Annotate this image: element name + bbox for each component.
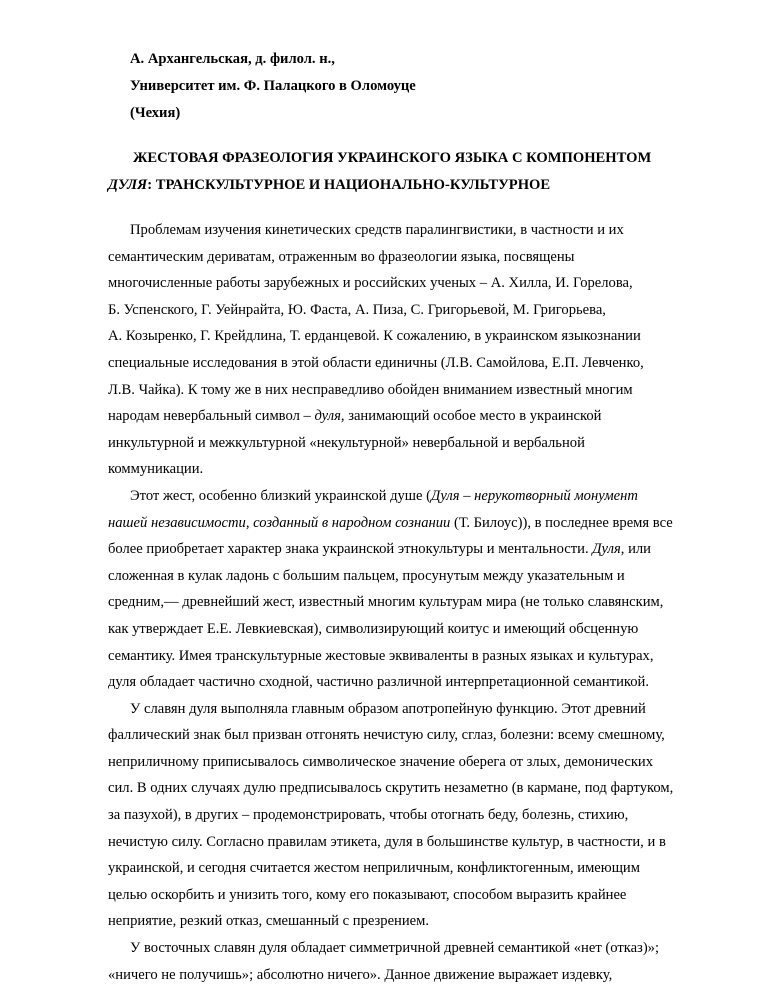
body-italic: дуля [314, 408, 341, 425]
body-line [108, 483, 696, 510]
body-text: , занимающий особое место в украинской [340, 408, 602, 425]
body-line: специальные исследования в этой области единичны (Л.В. Самойлова, Е.П. Левченко, [108, 354, 644, 371]
title-line-2 [108, 172, 688, 199]
body-line: Проблемам изучения кинетических средств паралингвистики, в частности и их [130, 222, 624, 238]
body-italic: Дуля [592, 541, 621, 558]
body-line: дуля обладает частично сходной, частично различной интерпретационной семантикой. [108, 674, 650, 691]
author-country: (Чехия) [130, 105, 181, 121]
body-line: сложенная в кулак ладонь с большим пальцем, просунутым между указательным и [108, 567, 625, 584]
body-line [108, 510, 696, 537]
body-line: сил. В одних случаях дулю предписывалось скрутить незаметно (в кармане, под фартуком, [108, 780, 674, 797]
body-line: целью оскорбить и унизить того, кому его показывают, способом выразить крайнее [108, 886, 627, 903]
title-keyword: ДУЛЯ [108, 177, 148, 193]
article-title [108, 145, 688, 199]
body-line: коммуникации. [108, 461, 204, 478]
body-text: более приобретает характер знака украинской этнокультуры и ментальности. [108, 541, 593, 558]
body-line: украинской, и сегодня считается жестом неприличным, конфликтогенным, имеющим [108, 860, 640, 877]
author-block [130, 46, 416, 127]
author-affiliation: Университет им. Ф. Палацкого в Оломоуце [130, 78, 416, 94]
body-italic: Дуля – нерукотворный монумент [431, 487, 638, 504]
body-text: народам невербальный символ – [108, 408, 315, 425]
body-line: Б. Успенского, Г. Уейнрайта, Ю. Фаста, А. Пиза, С. Григорьевой, М. Григорьева, [108, 301, 606, 318]
body-text: (Т. Билоус)), в последнее время все [450, 514, 673, 531]
body-line: У славян дуля выполняла главным образом апотропейную функцию. Этот древний [130, 700, 646, 717]
body-line: инкультурной и межкультурной «некультурной» невербальной и вербальной [108, 434, 585, 451]
title-line-1: ЖЕСТОВАЯ ФРАЗЕОЛОГИЯ УКРАИНСКОГО ЯЗЫКА С КОМПОНЕНТОМ [133, 150, 652, 166]
body-line: семантику. Имея транскультурные жестовые эквиваленты в разных языках и культурах, [108, 647, 654, 664]
body-line: Л.В. Чайка). К тому же в них несправедливо обойден вниманием известный многим [108, 381, 633, 398]
body-line: А. Козыренко, Г. Крейдлина, Т. ерданцевой. К сожалению, в украинском языкознании [108, 328, 641, 345]
body-line [108, 403, 696, 430]
author-name: А. Архангельская, д. филол. н., [130, 51, 335, 67]
body-line: нечистую силу. Согласно правилам этикета, дуля в большинстве культур, в частности, и в [108, 833, 666, 850]
title-subtitle: : ТРАНСКУЛЬТУРНОЕ И НАЦИОНАЛЬНО-КУЛЬТУРНОЕ [147, 177, 551, 193]
body-text: Этот жест, особенно близкий украинской душе ( [130, 487, 432, 504]
body-italic: нашей независимости, созданный в народном сознании [108, 514, 451, 531]
body-line: многочисленные работы зарубежных и российских ученых – А. Хилла, И. Горелова, [108, 275, 633, 292]
article-body [108, 217, 696, 988]
body-line: семантическим дериватам, отраженным во фразеологии языка, посвящены [108, 248, 575, 265]
body-text: , или [620, 541, 651, 558]
body-line: «ничего не получишь»; абсолютно ничего». Данное движение выражает издевку, [108, 966, 613, 983]
body-line: средним,— древнейший жест, известный многим культурам мира (не только славянским, [108, 594, 664, 611]
body-line: неприличному приписывалось символическое значение оберега от злых, демонических [108, 753, 654, 770]
body-line: как утверждает Е.Е. Левкиевская), символизирующий коитус и имеющий обсценную [108, 620, 639, 637]
body-line: неприятие, резкий отказ, смешанный с презрением. [108, 913, 430, 930]
body-line: У восточных славян дуля обладает симметричной древней семантикой «нет (отказ)»; [130, 940, 660, 957]
body-line: за пазухой), в других – продемонстрировать, чтобы отогнать беду, болезнь, стихию, [108, 807, 629, 824]
body-line [108, 536, 696, 563]
body-line: фаллический знак был призван отгонять нечистую силу, сглаз, болезни: всему смешному, [108, 727, 665, 744]
